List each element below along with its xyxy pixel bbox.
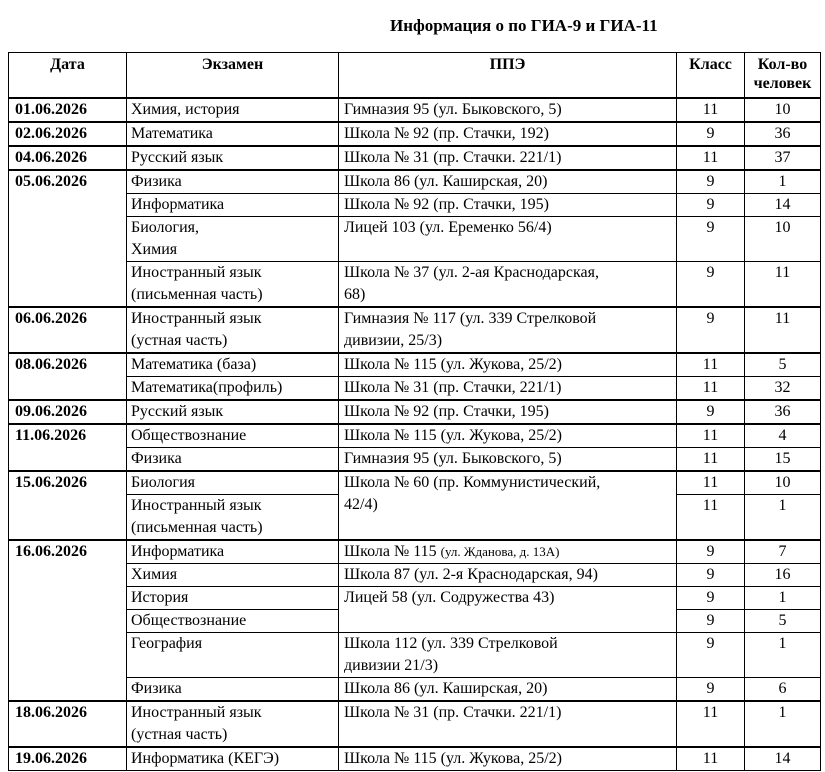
date-cell: 05.06.2026 — [9, 170, 127, 307]
exam-line: (устная часть) — [131, 331, 228, 349]
date-cell: 09.06.2026 — [9, 400, 127, 424]
class-cell: 11 — [677, 98, 745, 122]
date-cell: 18.06.2026 — [9, 701, 127, 747]
ppe-cell — [339, 261, 677, 307]
table-row — [9, 447, 821, 471]
date-cell: 11.06.2026 — [9, 424, 127, 471]
exam-cell: Биология — [127, 471, 339, 495]
table-row — [9, 170, 821, 194]
count-cell: 1 — [745, 494, 821, 540]
exam-cell — [127, 494, 339, 540]
class-cell: 9 — [677, 609, 745, 632]
count-cell: 1 — [745, 170, 821, 194]
exam-cell: Химия, история — [127, 98, 339, 122]
exam-cell: Математика (база) — [127, 353, 339, 377]
date-cell: 08.06.2026 — [9, 353, 127, 400]
count-cell: 10 — [745, 471, 821, 495]
count-cell: 5 — [745, 353, 821, 377]
count-cell: 11 — [745, 261, 821, 307]
header-count-line2: человек — [753, 75, 812, 92]
header-exam: Экзамен — [127, 53, 339, 98]
ppe-line: дивизии, 25/3) — [344, 331, 443, 349]
table-row — [9, 747, 821, 771]
exam-cell: Математика — [127, 122, 339, 146]
class-cell: 11 — [677, 353, 745, 377]
table-row — [9, 193, 821, 216]
exam-cell — [127, 307, 339, 353]
count-cell: 15 — [745, 447, 821, 471]
ppe-cell: Школа № 92 (пр. Стачки, 195) — [339, 400, 677, 424]
exam-line: Химия — [131, 240, 178, 258]
ppe-line: 68) — [344, 285, 366, 303]
count-cell: 14 — [745, 193, 821, 216]
class-cell: 11 — [677, 747, 745, 771]
class-cell: 9 — [677, 216, 745, 261]
table-row — [9, 586, 821, 609]
class-cell: 11 — [677, 494, 745, 540]
exam-cell: Информатика — [127, 540, 339, 564]
date-cell: 16.06.2026 — [9, 540, 127, 701]
class-cell: 9 — [677, 261, 745, 307]
table-row — [9, 400, 821, 424]
class-cell: 11 — [677, 376, 745, 400]
exam-cell: Обществознание — [127, 424, 339, 448]
header-count — [745, 53, 821, 98]
table-header-row — [9, 53, 821, 98]
header-date: Дата — [9, 53, 127, 98]
ppe-cell — [339, 632, 677, 677]
exam-cell: История — [127, 586, 339, 609]
exam-cell: Обществознание — [127, 609, 339, 632]
exam-cell — [127, 701, 339, 747]
exam-cell: Физика — [127, 447, 339, 471]
class-cell: 9 — [677, 122, 745, 146]
class-cell: 9 — [677, 632, 745, 677]
count-cell: 7 — [745, 540, 821, 564]
count-cell: 36 — [745, 122, 821, 146]
exam-cell: Математика(профиль) — [127, 376, 339, 400]
ppe-small-text: (ул. Жданова, д. 13А) — [440, 543, 560, 559]
class-cell: 9 — [677, 307, 745, 353]
count-cell: 10 — [745, 216, 821, 261]
table-row — [9, 122, 821, 146]
ppe-cell: Школа № 31 (пр. Стачки, 221/1) — [339, 376, 677, 400]
ppe-line: Школа № 37 (ул. 2-ая Краснодарская, — [344, 263, 599, 281]
class-cell: 9 — [677, 193, 745, 216]
ppe-cell — [339, 471, 677, 540]
exam-cell: Физика — [127, 170, 339, 194]
ppe-main-text: Школа № 115 — [344, 542, 441, 560]
table-row — [9, 677, 821, 701]
table-row — [9, 701, 821, 747]
table-row — [9, 471, 821, 495]
ppe-cell: Школа № 115 (ул. Жукова, 25/2) — [339, 353, 677, 377]
class-cell: 9 — [677, 170, 745, 194]
count-cell: 16 — [745, 563, 821, 586]
exam-line: (письменная часть) — [131, 285, 263, 303]
table-row — [9, 353, 821, 377]
class-cell: 9 — [677, 563, 745, 586]
date-cell: 19.06.2026 — [9, 747, 127, 771]
table-row — [9, 98, 821, 122]
ppe-cell: Лицей 58 (ул. Содружества 43) — [339, 586, 677, 632]
exam-cell — [127, 216, 339, 261]
table-row — [9, 261, 821, 307]
count-cell: 37 — [745, 146, 821, 170]
class-cell: 11 — [677, 447, 745, 471]
exam-cell: География — [127, 632, 339, 677]
count-cell: 10 — [745, 98, 821, 122]
date-cell: 06.06.2026 — [9, 307, 127, 353]
exam-cell: Русский язык — [127, 400, 339, 424]
ppe-line: 42/4) — [344, 495, 378, 513]
ppe-cell: Школа № 31 (пр. Стачки. 221/1) — [339, 701, 677, 747]
ppe-line: Школа 112 (ул. 339 Стрелковой — [344, 634, 558, 652]
exam-line: Иностранный язык — [131, 496, 262, 514]
exam-schedule-table — [8, 52, 821, 771]
exam-cell — [127, 261, 339, 307]
exam-cell: Химия — [127, 563, 339, 586]
date-cell: 04.06.2026 — [9, 146, 127, 170]
class-cell: 9 — [677, 400, 745, 424]
ppe-cell: Школа № 92 (пр. Стачки, 192) — [339, 122, 677, 146]
count-cell: 1 — [745, 632, 821, 677]
ppe-cell: Школа 86 (ул. Каширская, 20) — [339, 677, 677, 701]
class-cell: 9 — [677, 677, 745, 701]
class-cell: 11 — [677, 471, 745, 495]
class-cell: 9 — [677, 586, 745, 609]
ppe-cell: Школа 86 (ул. Каширская, 20) — [339, 170, 677, 194]
exam-cell: Физика — [127, 677, 339, 701]
header-ppe: ППЭ — [339, 53, 677, 98]
exam-cell: Информатика (КЕГЭ) — [127, 747, 339, 771]
class-cell: 11 — [677, 424, 745, 448]
ppe-line: дивизии 21/3) — [344, 656, 439, 674]
table-row — [9, 146, 821, 170]
class-cell: 11 — [677, 701, 745, 747]
exam-line: Биология, — [131, 218, 200, 236]
class-cell: 9 — [677, 540, 745, 564]
ppe-line: Школа № 60 (пр. Коммунистический, — [344, 473, 601, 491]
ppe-cell: Школа № 115 (ул. Жукова, 25/2) — [339, 747, 677, 771]
count-cell: 1 — [745, 586, 821, 609]
table-row — [9, 540, 821, 564]
ppe-cell: Школа 87 (ул. 2-я Краснодарская, 94) — [339, 563, 677, 586]
header-count-line1: Кол-во — [757, 56, 808, 73]
ppe-cell: Гимназия 95 (ул. Быковского, 5) — [339, 98, 677, 122]
exam-cell: Информатика — [127, 193, 339, 216]
count-cell: 11 — [745, 307, 821, 353]
ppe-cell: Гимназия 95 (ул. Быковского, 5) — [339, 447, 677, 471]
ppe-line: Гимназия № 117 (ул. 339 Стрелковой — [344, 309, 597, 327]
header-class: Класс — [677, 53, 745, 98]
ppe-cell: Школа № 115 (ул. Жукова, 25/2) — [339, 424, 677, 448]
table-row — [9, 216, 821, 261]
exam-line: (устная часть) — [131, 725, 228, 743]
table-row — [9, 424, 821, 448]
date-cell: 15.06.2026 — [9, 471, 127, 540]
class-cell: 11 — [677, 146, 745, 170]
count-cell: 1 — [745, 701, 821, 747]
date-cell: 01.06.2026 — [9, 98, 127, 122]
exam-line: (письменная часть) — [131, 518, 263, 536]
count-cell: 6 — [745, 677, 821, 701]
exam-line: Иностранный язык — [131, 309, 262, 327]
table-row — [9, 376, 821, 400]
table-row — [9, 563, 821, 586]
ppe-cell — [339, 307, 677, 353]
table-row — [9, 307, 821, 353]
ppe-cell — [339, 540, 677, 564]
exam-line: Иностранный язык — [131, 703, 262, 721]
count-cell: 5 — [745, 609, 821, 632]
count-cell: 32 — [745, 376, 821, 400]
ppe-cell: Школа № 31 (пр. Стачки. 221/1) — [339, 146, 677, 170]
date-cell: 02.06.2026 — [9, 122, 127, 146]
page-title: Информация о по ГИА-9 и ГИА-11 — [390, 16, 658, 35]
exam-line: Иностранный язык — [131, 263, 262, 281]
ppe-cell: Школа № 92 (пр. Стачки, 195) — [339, 193, 677, 216]
ppe-cell: Лицей 103 (ул. Еременко 56/4) — [339, 216, 677, 261]
count-cell: 36 — [745, 400, 821, 424]
count-cell: 4 — [745, 424, 821, 448]
table-row — [9, 632, 821, 677]
exam-cell: Русский язык — [127, 146, 339, 170]
count-cell: 14 — [745, 747, 821, 771]
